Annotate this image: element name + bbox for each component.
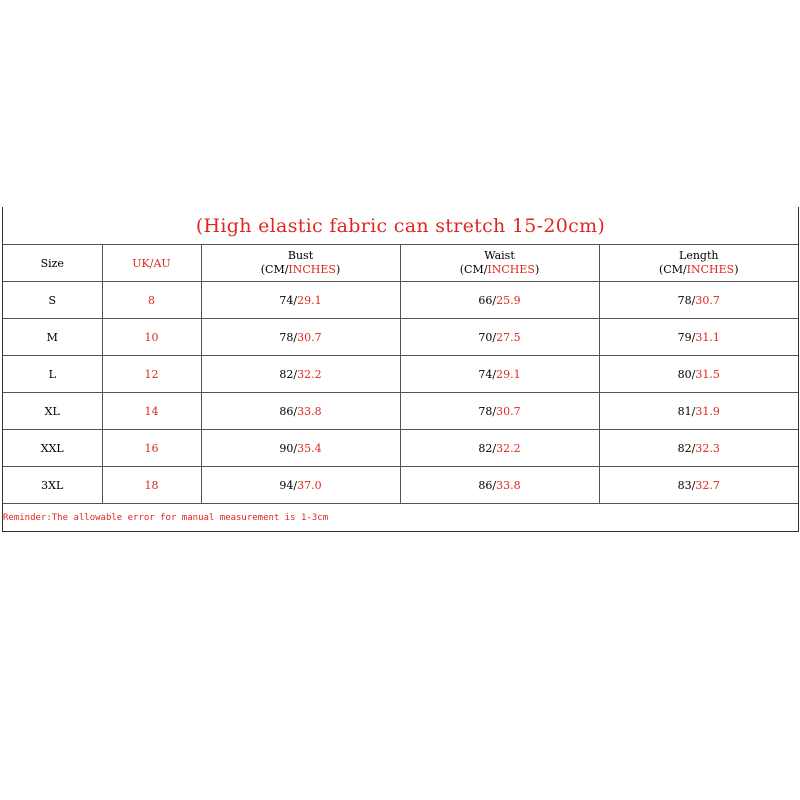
length-cell: 79/31.1: [599, 319, 798, 356]
header-length-unit: (CM/INCHES): [658, 263, 739, 276]
size-cell: XL: [3, 393, 102, 430]
table-row: [3, 319, 798, 356]
length-cell: 81/31.9: [599, 393, 798, 430]
size-chart: [2, 207, 799, 532]
size-cell: XXL: [3, 430, 102, 467]
length-cell: 78/30.7: [599, 282, 798, 319]
reminder-note: Reminder:The allowable error for manual measurement is 1-3cm: [3, 513, 329, 523]
header-waist-unit: (CM/INCHES): [459, 263, 540, 276]
waist-cell: 78/30.7: [400, 393, 599, 430]
ukau-cell: 14: [102, 393, 201, 430]
ukau-cell: 18: [102, 467, 201, 504]
header-size: [3, 245, 102, 282]
bust-cell: 82/32.2: [201, 356, 400, 393]
table-row: [3, 282, 798, 319]
bust-cell: 86/33.8: [201, 393, 400, 430]
size-cell: L: [3, 356, 102, 393]
table-row: [3, 467, 798, 504]
bust-cell: 74/29.1: [201, 282, 400, 319]
bust-cell: 90/35.4: [201, 430, 400, 467]
waist-cell: 82/32.2: [400, 430, 599, 467]
table-row: [3, 393, 798, 430]
header-bust-label: Bust: [287, 249, 314, 262]
header-bust: [201, 245, 400, 282]
header-size-label: Size: [40, 256, 64, 270]
length-cell: 80/31.5: [599, 356, 798, 393]
length-cell: 82/32.3: [599, 430, 798, 467]
header-waist-label: Waist: [484, 249, 515, 262]
chart-title: (High elastic fabric can stretch 15-20cm): [195, 215, 606, 237]
size-table: [3, 244, 798, 504]
bust-cell: 78/30.7: [201, 319, 400, 356]
waist-cell: 74/29.1: [400, 356, 599, 393]
size-cell: S: [3, 282, 102, 319]
size-cell: M: [3, 319, 102, 356]
table-row: [3, 430, 798, 467]
waist-cell: 70/27.5: [400, 319, 599, 356]
size-cell: 3XL: [3, 467, 102, 504]
header-row: [3, 245, 798, 282]
ukau-cell: 8: [102, 282, 201, 319]
header-ukau-label: UK/AU: [132, 256, 171, 270]
header-ukau: [102, 245, 201, 282]
ukau-cell: 10: [102, 319, 201, 356]
waist-cell: 86/33.8: [400, 467, 599, 504]
header-length: [599, 245, 798, 282]
header-bust-unit: (CM/INCHES): [260, 263, 341, 276]
header-length-label: Length: [679, 249, 719, 262]
waist-cell: 66/25.9: [400, 282, 599, 319]
ukau-cell: 16: [102, 430, 201, 467]
header-waist: [400, 245, 599, 282]
bust-cell: 94/37.0: [201, 467, 400, 504]
ukau-cell: 12: [102, 356, 201, 393]
table-row: [3, 356, 798, 393]
length-cell: 83/32.7: [599, 467, 798, 504]
